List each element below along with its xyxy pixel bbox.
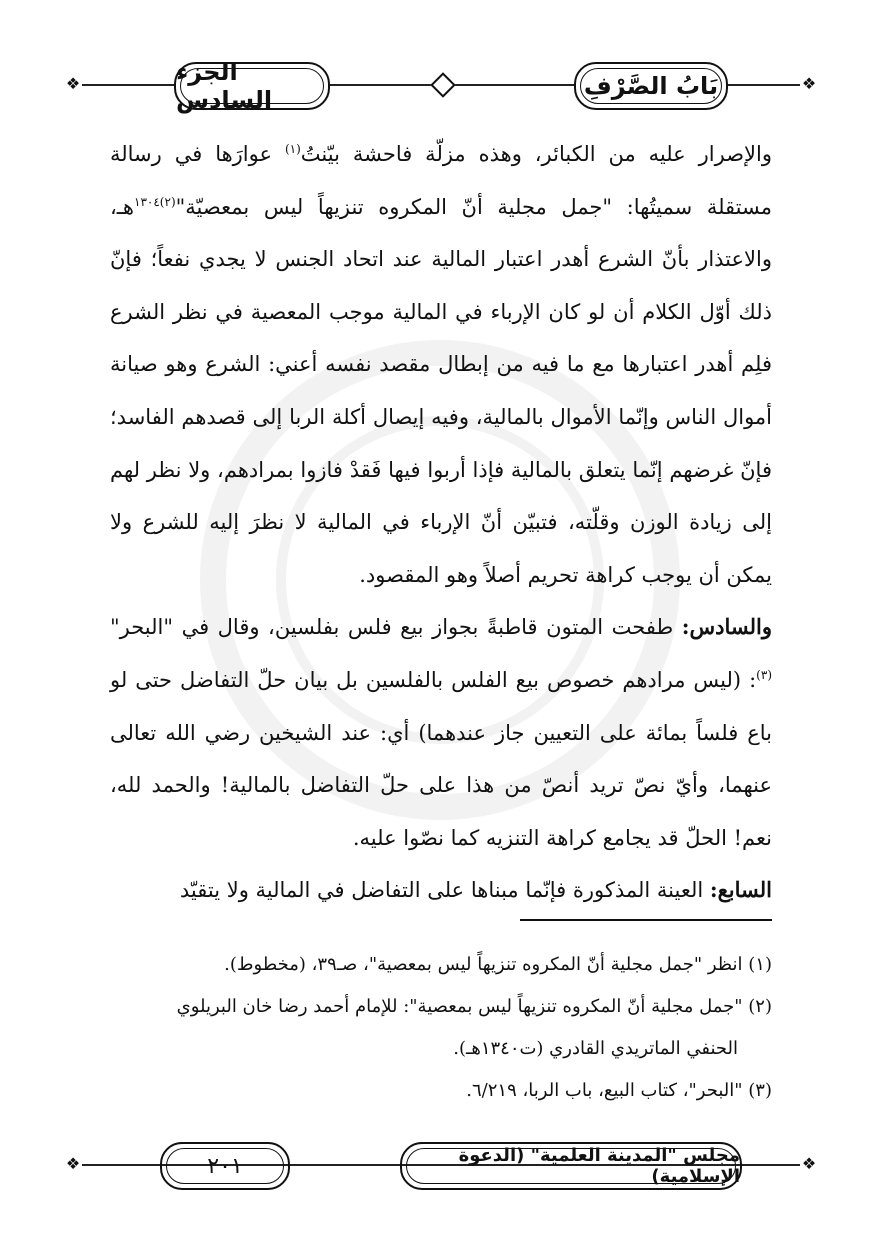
volume-title	[174, 58, 330, 114]
center-diamond-icon	[430, 72, 455, 97]
footnote-ref-1: (١)	[284, 142, 301, 156]
main-text	[110, 128, 772, 917]
footer-ornament-left-icon: ❖	[65, 1154, 81, 1173]
publisher-name: مجلس "المدينة العلمية" (الدعوة الإسلامية)	[400, 1142, 742, 1190]
paragraph-1: والإصرار عليه من الكبائر، وهذه مزلّة فاحشة بيّنتُ$^{(١)}$ عوارَها في رسالة مستقلة سميتُها: "جمل مجلية أنّ المكروه تنزيهاً ليس بمعصيّة"$^{(٢)١٣٠٤}$هـ، والاعتذار بأنّ الشرع أهدر اعتبار المالية عند اتحاد الجنس لا يجدي نفعاً؛ فإنّ ذلك أوّل الكلام أن لو كان الإرباء في المالية موجب المعصية في نظر الشرع فلِم أهدر اعتبارها مع ما فيه من إبطال مقصد نفسه أعني: الشرع وهو صيانة أموال الناس وإنّما الأموال بالمالية، وفيه إيصال أكلة الربا إلى قصدهم الفاسد؛ فإنّ غرضهم إنّما يتعلق بالمالية فإذا أربوا فيها فَقدْ فازوا بمرادهم، ولا نظر لهم إلى زيادة الوزن وقلّته، فتبيّن أنّ الإرباء في المالية لا نظرَ إليه للشرع ولا يمكن أن يوجب كراهة تحريم أصلاً وهو المقصود.	[110, 142, 772, 587]
ornament-right-icon: ❖	[801, 74, 817, 93]
footnote-separator	[520, 919, 772, 921]
page-header	[64, 58, 818, 114]
footnote-ref-3: (٣)	[756, 667, 772, 682]
footer-ornament-right-icon: ❖	[801, 1154, 817, 1173]
paragraph-3-lead: السابع:	[709, 877, 772, 903]
page-number: ٢٠١	[160, 1142, 290, 1190]
footnote-1: (١) انظر "جمل مجلية أنّ المكروه تنزيهاً ليس بمعصية"، صـ٣٩، (مخطوط).	[224, 954, 772, 975]
page-footer	[64, 1140, 818, 1190]
paragraph-2-lead: والسادس:	[681, 614, 772, 640]
chapter-title	[574, 62, 728, 110]
ornament-left-icon: ❖	[65, 74, 81, 93]
footnote-3: (٣) "البحر"، كتاب البيع، باب الربا، ٦/٢١٩.	[466, 1080, 772, 1101]
footnote-ref-2: (٢)١٣٠٤	[134, 194, 176, 209]
footnotes	[110, 944, 772, 1112]
paragraph-2: والسادس: طفحت المتون قاطبةً بجواز بيع فلس بفلسين، وقال في "البحر"$^{(٣)}$: (ليس مرادهم خصوص بيع الفلس بالفلسين بل بيان حلّ التفاضل حتى لو باع فلساً بمائة على التعيين جاز عندهما) أي: عند الشيخين رضي الله تعالى عنهما، وأيّ نصّ تريد أنصّ من هذا على حلّ التفاضل بالمالية! والحمد لله، نعم! الحلّ قد يجامع كراهة التنزيه كما نصّوا عليه.	[110, 614, 772, 850]
volume-title-text: الجزء السادس	[176, 58, 273, 114]
paragraph-3: السابع: العينة المذكورة فإنّما مبناها على التفاضل في المالية ولا يتقيّد	[179, 877, 772, 903]
chapter-title-text: بَابُ الصَّرْفِ	[583, 72, 719, 100]
footnote-2-continued: الحنفي الماتريدي القادري (ت١٣٤٠هـ).	[453, 1038, 738, 1059]
footnote-2: (٢) "جمل مجلية أنّ المكروه تنزيهاً ليس بمعصية": للإمام أحمد رضا خان البريلوي	[176, 996, 772, 1017]
